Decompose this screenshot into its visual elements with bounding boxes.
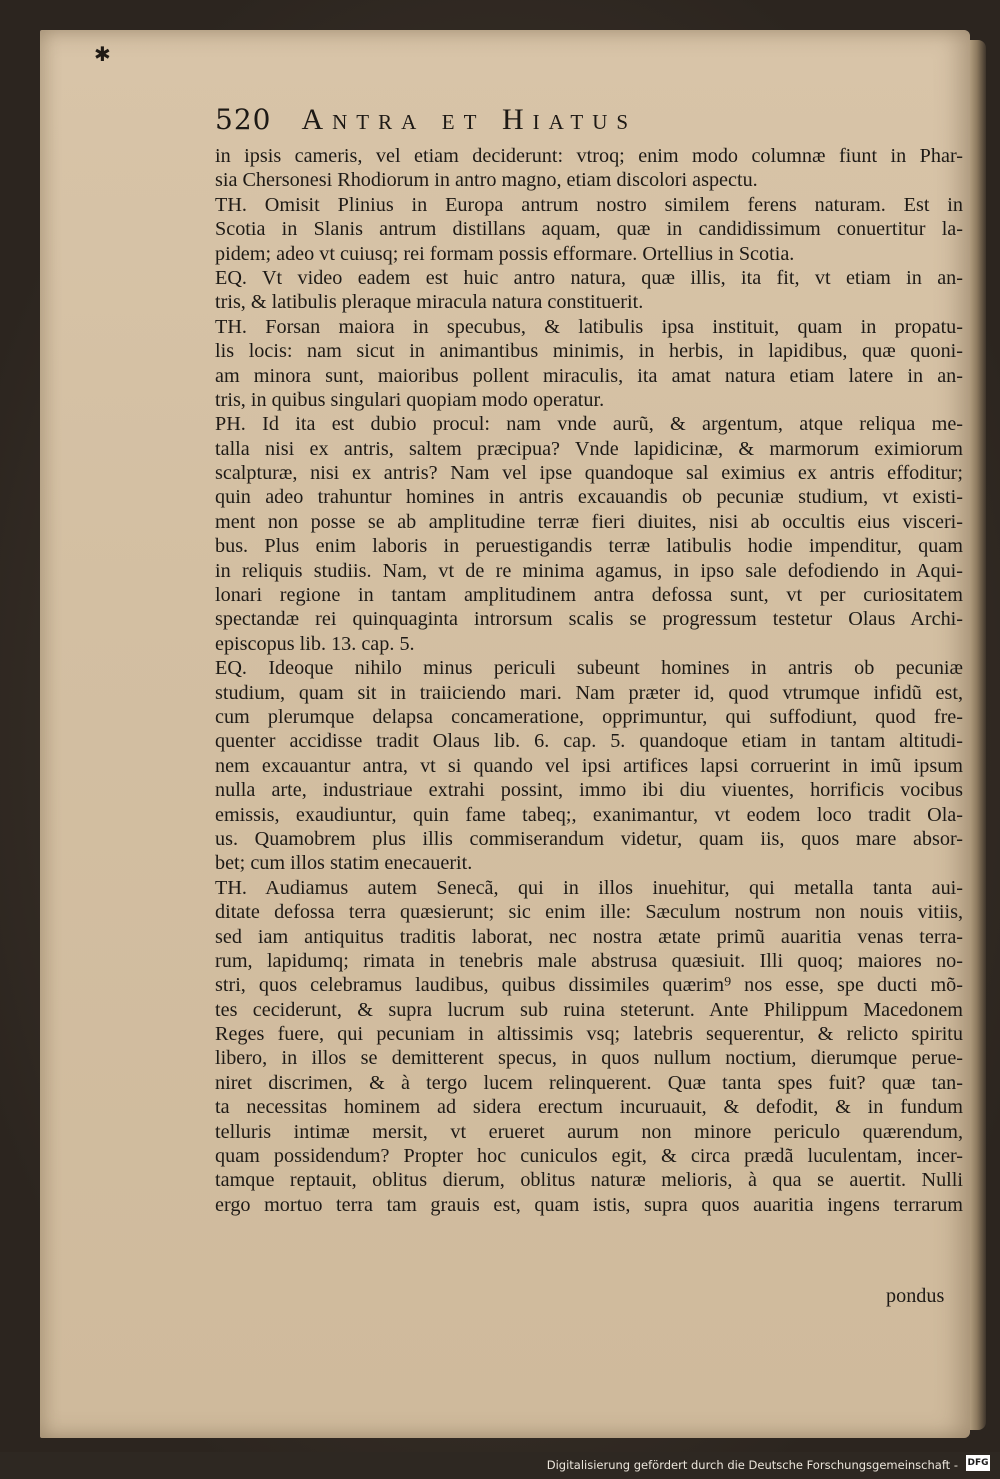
text-line: am minora sunt, maioribus pollent miraculis, ita amat natura etiam latere in an- — [215, 364, 963, 387]
text-line: sia Chersonesi Rhodiorum in antro magno, etiam discolori aspectu. — [215, 169, 758, 192]
text-line: TH. Forsan maiora in specubus, & latibulis ipsa instituit, quam in propatu- — [215, 315, 963, 338]
text-line: ditate defossa terra quæsierunt; sic enim ille: Sæculum nostrum non nouis vitiis, — [215, 901, 963, 924]
text-line: ta necessitas hominem ad sidera erectum incuruauit, & defodit, & in fundum — [215, 1096, 963, 1119]
text-line: quin adeo trahuntur homines in antris excauandis ob pecuniæ studium, vt existi- — [215, 486, 963, 509]
text-line: episcopus lib. 13. cap. 5. — [215, 632, 415, 655]
text-line: telluris intimæ mersit, vt erueret aurum non minore periculo quærendum, — [215, 1120, 963, 1143]
text-line: quenter accidisse tradit Olaus lib. 6. cap. 5. quandoque etiam in tantam altitudi- — [215, 730, 963, 753]
text-line: nem excauantur antra, vt si quando vel ipsi artifices lapsi corruerint in imũ ipsum — [215, 754, 963, 777]
text-line: sed iam antiquitus traditis laborat, nec nostra ætate primũ auaritia venas terra- — [215, 925, 963, 948]
text-line: ergo mortuo terra tam grauis est, quam istis, supra quos auaritia ingens terrarum — [215, 1193, 963, 1216]
text-line: stri, quos celebramus laudibus, quibus dissimiles quærim⁹ nos esse, spe ducti mõ- — [215, 974, 963, 997]
text-line: TH. Omisit Plinius in Europa antrum nostro similem ferens naturam. Est in — [215, 193, 963, 216]
text-line: talla nisi ex antris, saltem præcipua? Vnde lapidicinæ, & marmorum eximiorum — [215, 437, 963, 460]
text-line: tes ceciderunt, & supra lucrum sub ruina steterunt. Ante Philippum Macedonem — [215, 998, 963, 1021]
text-line: PH. Id ita est dubio procul: nam vnde aurũ, & argentum, atque reliqua me- — [215, 413, 963, 436]
text-line: emissis, exaudiuntur, quin fame tabeq;, exanimantur, vt eodem loco tradit Ola- — [215, 803, 963, 826]
text-line: Scotia in Slanis antrum distillans aquam, quæ in candidissimum conuertitur la- — [215, 218, 963, 241]
text-line: us. Quamobrem plus illis commiserandum videtur, quam iis, quos mare absor- — [215, 827, 963, 850]
text-line: quam possidendum? Propter hoc cuniculos egit, & circa prædã luculentam, incer- — [215, 1145, 963, 1168]
footer-credit: Digitalisierung gefördert durch die Deutsche Forschungsgemeinschaft - — [546, 1458, 958, 1472]
text-line: libero, in illos se demitterent specus, in quos nullum noctium, dierumque perue- — [215, 1047, 963, 1070]
text-line: lis locis: nam sicut in animantibus minimis, in herbis, in lapidibus, quæ quoni- — [215, 340, 963, 363]
page-header — [215, 103, 775, 141]
text-line: EQ. Ideoque nihilo minus periculi subeunt homines in antris ob pecuniæ — [215, 657, 963, 680]
catchword: pondus — [886, 1285, 945, 1307]
text-line: spectandæ rei quinquaginta introrsum scalis se progressum testetur Olaus Archi- — [215, 608, 963, 631]
running-title: Antra et Hiatus — [301, 103, 638, 136]
text-line: EQ. Vt video eadem est huic antro natura, quæ illis, ita fit, vt etiam in an- — [215, 266, 963, 289]
page-number: 520 — [215, 103, 272, 136]
text-line: ment non posse se ab amplitudine terræ fieri diuites, nisi ab occultis eius visceri- — [215, 510, 963, 533]
text-line: tamque reptauit, oblitus dierum, oblitus naturæ melioris, à qua se auertit. Nulli — [215, 1169, 963, 1192]
text-line: in ipsis cameris, vel etiam deciderunt: vtroq; enim modo columnæ fiunt in Phar- — [215, 145, 963, 167]
text-line: scalpturæ, nisi ex antris? Nam vel ipse quandoque sal eximius ex antris effoditur; — [215, 462, 963, 485]
text-line: studium, quam sit in traiiciendo mari. Nam præter id, quod vtrumque infidũ est, — [215, 681, 963, 704]
text-line: pidem; adeo vt cuiusq; rei formam possis efformare. Ortellius in Scotia. — [215, 242, 795, 265]
text-line: tris, & latibulis pleraque miracula natura constituerit. — [215, 291, 644, 314]
corner-mark: ✱ — [94, 42, 111, 66]
page-edge — [968, 40, 986, 1430]
text-line: bet; cum illos statim enecauerit. — [215, 852, 473, 875]
text-line: nulla arte, industriaue extrahi possint, immo ibi diu viuentes, horrificis vocibus — [215, 779, 963, 802]
text-line: in reliquis studiis. Nam, vt de re minima agamus, in ipso sale defodiendo in Aqui- — [215, 559, 963, 582]
text-line: rum, lapidumq; rimata in tenebris male abstrusa quæsiuit. Illi quoq; maiores no- — [215, 949, 963, 972]
text-line: bus. Plus enim laboris in peruestigandis terræ latibulis hodie impenditur, quam — [215, 535, 963, 558]
text-line: niret discrimen, & à tergo lucem relinquerent. Quæ tanta spes fuit? quæ tan- — [215, 1071, 963, 1094]
text-line: Reges fuere, qui pecuniam in altissimis vsq; latebris sequerentur, & relicto spiritu — [215, 1023, 963, 1046]
dfg-logo: DFG — [966, 1455, 990, 1471]
body-text — [215, 144, 963, 1217]
text-line: tris, in quibus singulari quopiam modo operatur. — [215, 388, 605, 411]
text-line: lonari regione in tantam amplitudinem antra defossa sunt, vt per curiositatem — [215, 584, 963, 607]
text-line: TH. Audiamus autem Senecã, qui in illos inuehitur, qui metalla tanta aui- — [215, 876, 963, 899]
text-line: cum plerumque delapsa concameratione, opprimuntur, qui suffodiunt, quod fre- — [215, 705, 963, 728]
